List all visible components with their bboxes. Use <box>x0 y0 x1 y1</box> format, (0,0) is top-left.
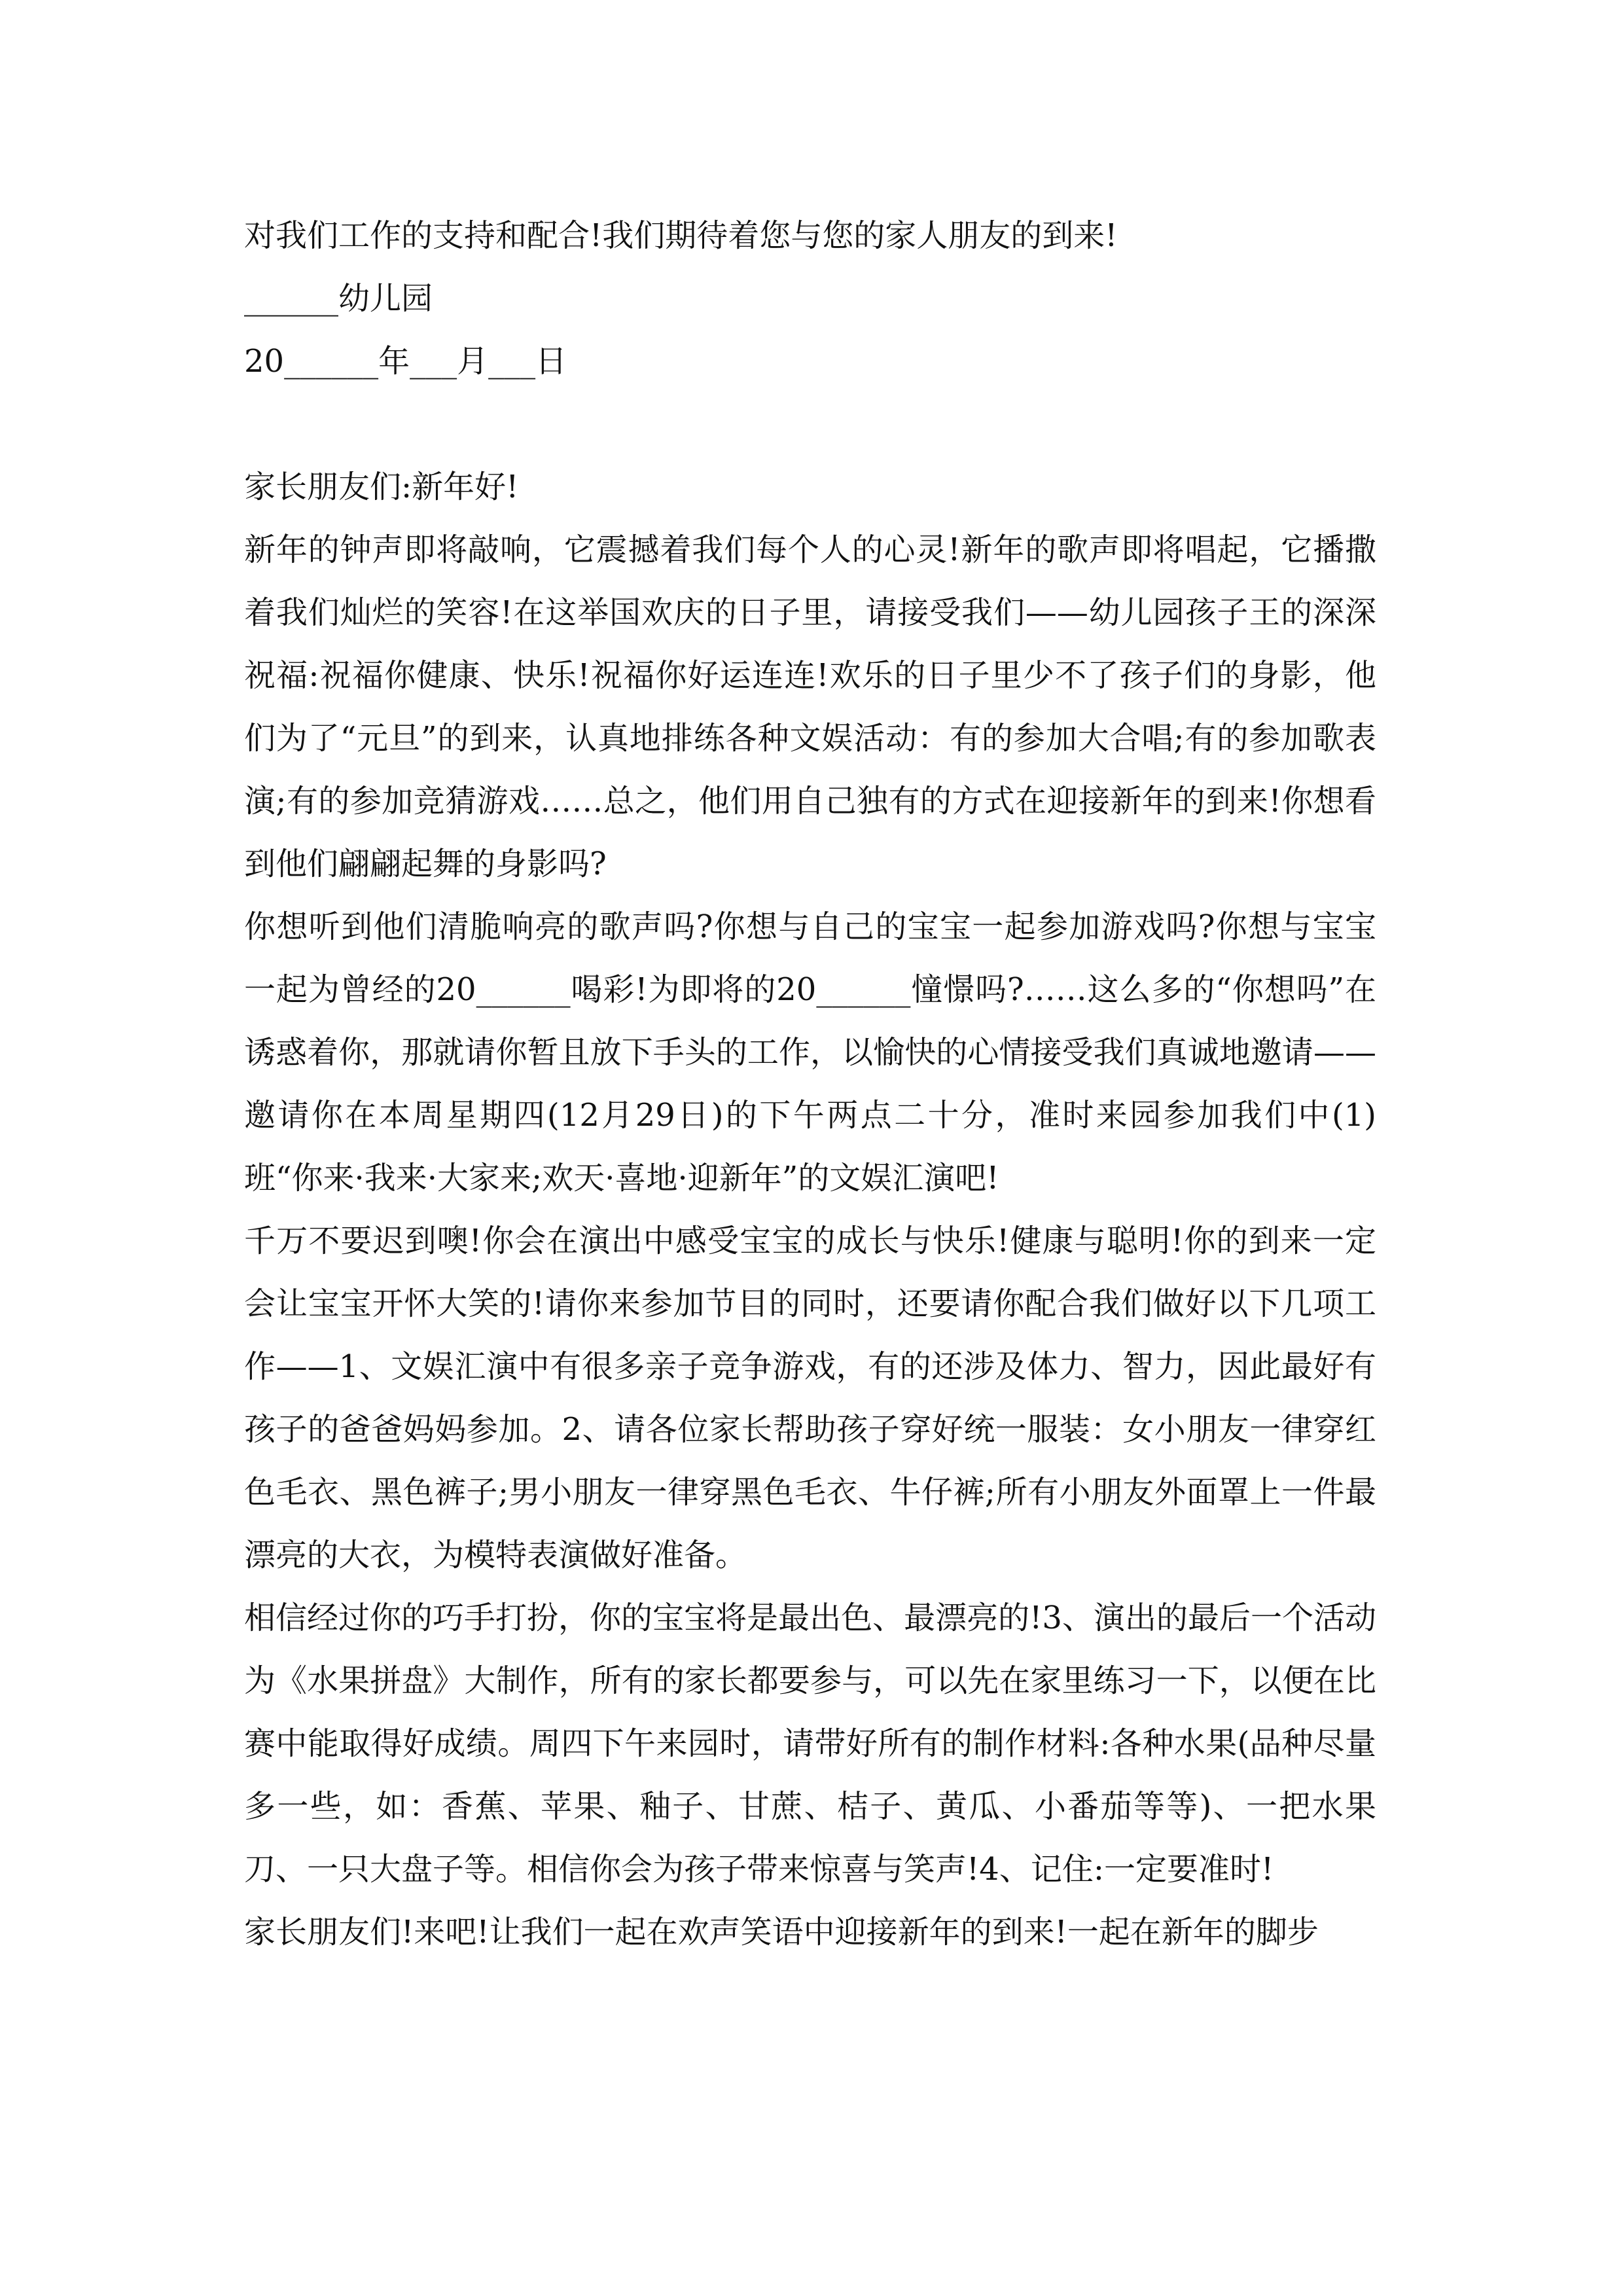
signature-kindergarten: ______幼儿园 <box>244 280 433 317</box>
paragraph: 家长朋友们!来吧!让我们一起在欢声笑语中迎接新年的到来!一起在新年的脚步 <box>244 1914 1319 1950</box>
paragraph: 相信经过你的巧手打扮，你的宝宝将是最出色、最漂亮的!3、演出的最后一个活动为《水果拼盘》大制作，所有的家长都要参与，可以先在家里练习一下，以便在比赛中能取得好成绩。周四下午来园时，请带好所有的制作材料:各种水果(品种尽量多一些，如：香蕉、苹果、釉子、甘蔗、桔子、黄瓜、小番茄等等)、一把水果刀、一只大盘子等。相信你会为孩子带来惊喜与笑声!4、记住:一定要准时! <box>244 1600 1376 1888</box>
paragraph: 千万不要迟到噢!你会在演出中感受宝宝的成长与快乐!健康与聪明!你的到来一定会让宝宝开怀大笑的!请你来参加节目的同时，还要请你配合我们做好以下几项工作——1、文娱汇演中有很多亲子竞争游戏，有的还涉及体力、智力，因此最好有孩子的爸爸妈妈参加。2、请各位家长帮助孩子穿好统一服装：女小朋友一律穿红色毛衣、黑色裤子;男小朋友一律穿黑色毛衣、牛仔裤;所有小朋友外面罩上一件最漂亮的大衣，为模特表演做好准备。 <box>244 1223 1376 1573</box>
document-body <box>244 204 1376 1964</box>
date-line: 20______年___月___日 <box>244 343 567 380</box>
section-gap <box>244 393 1376 456</box>
paragraph: 新年的钟声即将敲响，它震撼着我们每个人的心灵!新年的歌声即将唱起，它播撒着我们灿烂的笑容!在这举国欢庆的日子里，请接受我们——幼儿园孩子王的深深祝福:祝福你健康、快乐!祝福你好运连连!欢乐的日子里少不了孩子们的身影，他们为了“元旦”的到来，认真地排练各种文娱活动：有的参加大合唱;有的参加歌表演;有的参加竞猜游戏……总之，他们用自己独有的方式在迎接新年的到来!你想看到他们翩翩起舞的身影吗? <box>244 531 1376 882</box>
paragraph: 你想听到他们清脆响亮的歌声吗?你想与自己的宝宝一起参加游戏吗?你想与宝宝一起为曾经的20______喝彩!为即将的20______憧憬吗?……这么多的“你想吗”在诱惑着你，那就请你暂且放下手头的工作，以愉快的心情接受我们真诚地邀请——邀请你在本周星期四(12月29日)的下午两点二十分，准时来园参加我们中(1)班“你来·我来·大家来;欢天·喜地·迎新年”的文娱汇演吧! <box>244 908 1376 1196</box>
letter-closing-line: 对我们工作的支持和配合!我们期待着您与您的家人朋友的到来! <box>244 217 1118 254</box>
greeting: 家长朋友们:新年好! <box>244 469 519 505</box>
